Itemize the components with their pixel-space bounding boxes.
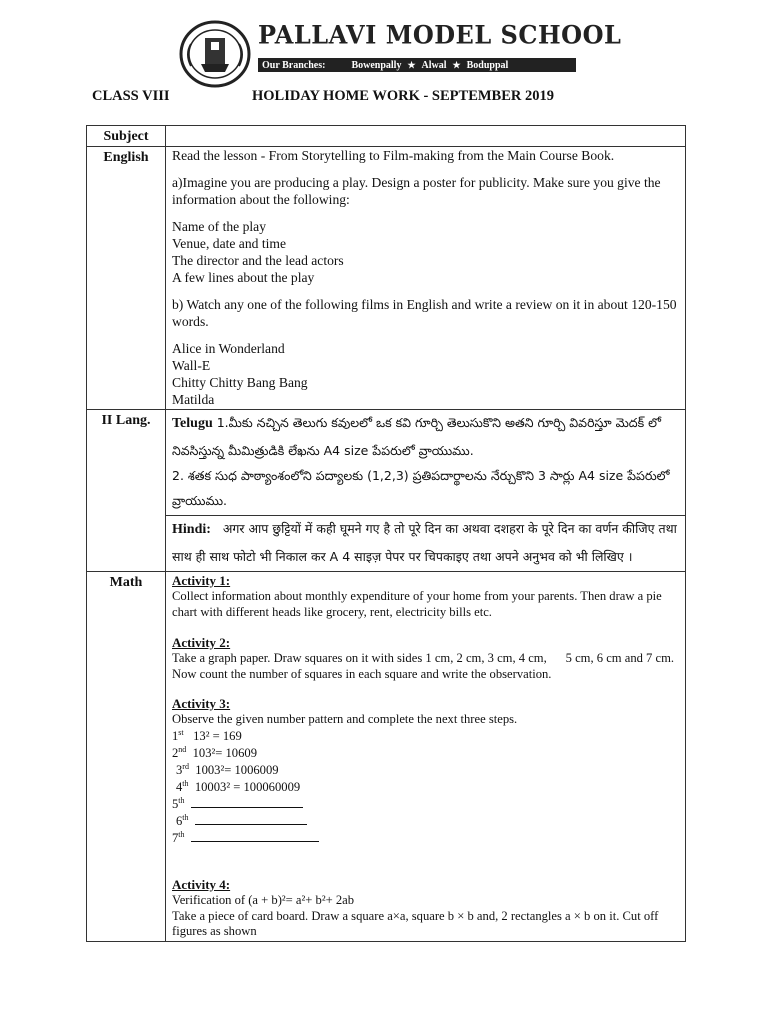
pattern-row <box>172 762 679 779</box>
pattern-step-suffix: th <box>182 778 189 788</box>
pattern-row <box>172 728 679 745</box>
telugu-item-2: 2. శతక సుధ పాఠ్యాంశంలోని పద్యాలకు (1,2,3) ప్రతిపదార్థాలను నేర్చుకొని 3 సార్లు A4 size పేపరులో వ్రాయుము. <box>172 467 670 508</box>
hindi-label: Hindi: <box>172 521 211 537</box>
homework-table <box>86 125 686 942</box>
answer-blank <box>195 814 307 825</box>
pattern-expr: 1003²= 1006009 <box>195 763 279 778</box>
activity-1-text: Collect information about monthly expenditure of your home from your parents. Then draw a pie chart with different heads like grocery, rent, electricity bills etc. <box>172 589 662 619</box>
pattern-step-suffix: th <box>178 795 185 805</box>
list-item: Name of the play <box>172 218 266 234</box>
pattern-row <box>172 745 679 762</box>
hindi-item <box>172 516 679 569</box>
table-row-hindi <box>87 515 686 571</box>
header <box>0 0 770 90</box>
subject-second-language: II Lang. <box>87 409 166 571</box>
film-item: Alice in Wonderland <box>172 340 285 356</box>
list-item: A few lines about the play <box>172 269 315 285</box>
math-content <box>166 571 686 941</box>
activity-3-text: Observe the given number pattern and complete the next three steps. <box>172 712 518 727</box>
activity-3-title: Activity 3: <box>172 696 231 712</box>
film-item: Wall-E <box>172 357 211 373</box>
pattern-step: 4 <box>176 780 183 795</box>
pattern-expr: 10003² = 100060009 <box>194 780 301 795</box>
activity-1-title: Activity 1: <box>172 572 231 588</box>
hindi-text: अगर आप छुट्टियों में कही घूमने गए है तो पूरे दिन का अथवा दशहरा के पूरे दिन का वर्णन कीजिए तथा साथ ही साथ फोटो भी निकाल कर A 4 साइज़ पेपर पर चिपकाइए तथा अपने अनुभव को भी लिखिए । <box>172 520 677 564</box>
branch-name: Bowenpally <box>351 59 402 71</box>
pattern-step: 3 <box>176 763 183 778</box>
table-row <box>87 126 686 147</box>
telugu-label: Telugu <box>172 415 213 431</box>
subject-english: English <box>87 147 166 410</box>
activity-4-line-1: Verification of (a + b)²= a²+ b²+ 2ab <box>172 892 355 907</box>
subject-header: Subject <box>87 126 166 147</box>
activity-4-title: Activity 4: <box>172 876 231 892</box>
star-icon: ★ <box>452 59 461 70</box>
activity-2-title: Activity 2: <box>172 634 231 650</box>
pattern-step: 2 <box>172 746 179 761</box>
pattern-step: 5 <box>172 797 179 812</box>
list-item: Venue, date and time <box>172 235 286 251</box>
empty-cell <box>166 126 686 147</box>
answer-blank <box>191 831 319 842</box>
pattern-row <box>172 796 679 813</box>
branch-name: Alwal <box>421 59 447 71</box>
pattern-row <box>172 830 679 847</box>
pattern-expr: 13² = 169 <box>193 729 242 744</box>
english-content <box>166 147 686 410</box>
telugu-content <box>166 409 686 515</box>
star-icon: ★ <box>407 59 416 70</box>
branches-label: Our Branches: <box>262 59 326 71</box>
english-part-a: a)Imagine you are producing a play. Design a poster for publicity. Make sure you give the information about the following: <box>172 174 661 207</box>
telugu-item-1 <box>172 410 679 463</box>
pattern-step: 1 <box>172 729 179 744</box>
pattern-step-suffix: th <box>182 812 189 822</box>
table-row-math <box>87 571 686 941</box>
table-row-english <box>87 147 686 410</box>
school-logo-icon <box>177 20 253 88</box>
english-intro: Read the lesson - From Storytelling to Film-making from the Main Course Book. <box>172 148 615 163</box>
pattern-step-suffix: th <box>178 829 185 839</box>
pattern-step-suffix: nd <box>178 745 187 755</box>
english-part-b: b) Watch any one of the following films in English and write a review on it in about 120-150 words. <box>172 296 677 329</box>
page-title: HOLIDAY HOME WORK - SEPTEMBER 2019 <box>252 88 554 104</box>
pattern-expr: 103²= 10609 <box>192 746 257 761</box>
school-name: PALLAVI MODEL SCHOOL <box>258 19 622 50</box>
pattern-row <box>172 779 679 796</box>
pattern-step-suffix: rd <box>182 762 189 772</box>
hindi-content <box>166 515 686 571</box>
pattern-step-suffix: st <box>178 728 184 738</box>
film-item: Chitty Chitty Bang Bang <box>172 374 308 390</box>
table-row-second-language <box>87 409 686 515</box>
telugu-text-1: 1.మీకు నచ్చిన తెలుగు కవులలో ఒక కవి గూర్చి తెలుసుకొని అతని గూర్చి వివరిస్తూ మెదక్ లో నివసిస్తున్న మీమిత్రుడికి లేఖను A4 size పేపరులో వ్రాయుము. <box>172 414 661 458</box>
branches-bar <box>258 58 576 72</box>
activity-4-line-2: Take a piece of card board. Draw a square a×a, square b × b and, 2 rectangles a × b on it. Cut off figures as shown <box>172 908 659 939</box>
branch-name: Boduppal <box>466 59 509 71</box>
answer-blank <box>191 797 303 808</box>
pattern-step: 7 <box>172 830 179 845</box>
pattern-step: 6 <box>176 814 183 829</box>
activity-2-text: Take a graph paper. Draw squares on it with sides 1 cm, 2 cm, 3 cm, 4 cm, 5 cm, 6 cm and 7 cm. Now count the number of squares in each square and write the observation. <box>172 650 678 681</box>
pattern-row <box>172 813 679 830</box>
list-item: The director and the lead actors <box>172 252 344 268</box>
subject-math: Math <box>87 571 166 941</box>
class-label: CLASS VIII <box>92 88 170 104</box>
film-item: Matilda <box>172 391 215 407</box>
